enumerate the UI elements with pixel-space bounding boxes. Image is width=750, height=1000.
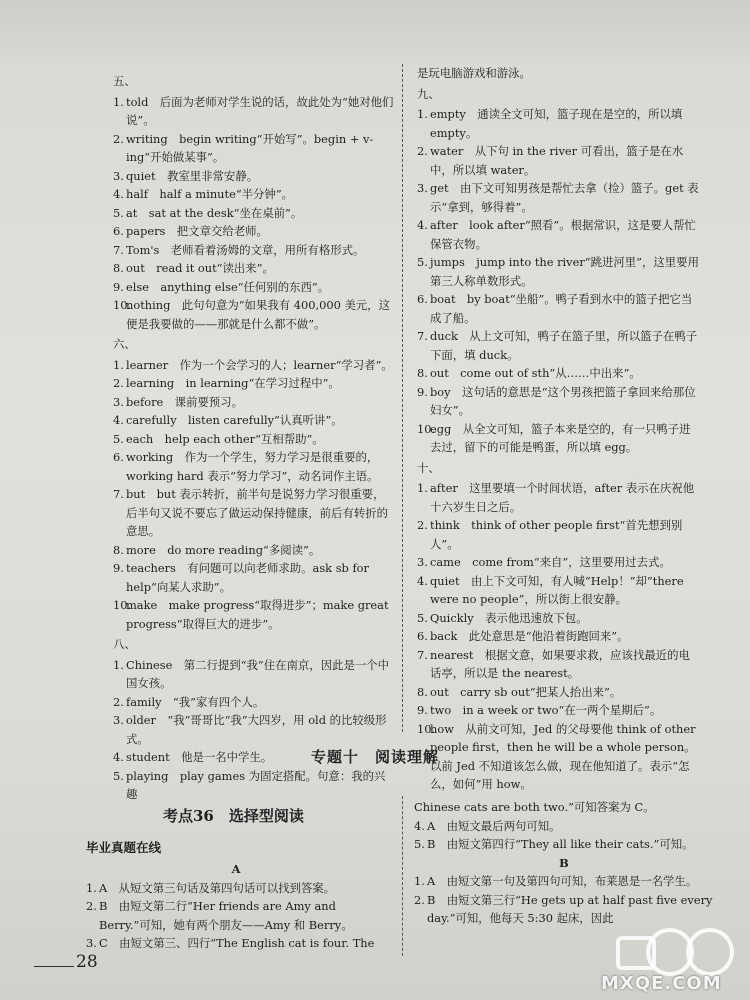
section-heading: 九、 [417, 86, 440, 101]
answer-text: B 由短文第二行“Her friends are Amy and Berry.”可知，她有两个朋友——Amy 和 Berry。 [99, 899, 353, 932]
answer-number: 3. [86, 936, 97, 950]
answer-text: else anything else“任何别的东西”。 [126, 279, 330, 294]
answer-number: 1. [113, 657, 124, 672]
continued-text: Chinese cats are both two.”可知答案为 C。 [414, 800, 655, 814]
answer-text: out read it out“读出来”。 [126, 261, 274, 275]
answer-number: 3. [417, 555, 428, 569]
answer-item [417, 383, 699, 420]
answer-number: 8. [113, 542, 124, 557]
answer-item [86, 897, 386, 934]
answer-item [113, 278, 395, 297]
answer-item [417, 646, 699, 683]
answer-item [417, 364, 699, 383]
answer-text: boy 这句话的意思是“这个男孩把篮子拿回来给那位妇女”。 [430, 384, 696, 417]
answer-number: 8. [113, 261, 124, 275]
answer-text: carefully listen carefully“认真听讲”。 [126, 413, 343, 427]
answer-number: 7. [113, 242, 124, 257]
answer-text: B 由短文第四行“They all like their cats.”可知。 [427, 837, 694, 851]
answer-number: 10. [113, 298, 132, 312]
answer-text: nothing 此句句意为“如果我有 400,000 美元，这便是我要做的——那就是什么都不做”。 [126, 298, 391, 331]
answer-item [113, 711, 395, 748]
answer-number: 5. [417, 255, 428, 269]
answer-text: after 这里要填一个时间状语，after 表示在庆祝他十六岁生日之后。 [430, 481, 695, 514]
column-divider-lower [402, 796, 403, 956]
answer-text: playing play games 为固定搭配。句意：我的兴趣 [126, 768, 386, 801]
section-heading: 五、 [113, 74, 136, 88]
answer-item [417, 516, 699, 553]
answer-text: A 从短文第三句话及第四句话可以找到答案。 [99, 880, 336, 895]
answer-item [113, 185, 395, 204]
answer-item [417, 179, 699, 216]
answer-number: 6. [417, 292, 428, 306]
answer-number: 9. [417, 703, 428, 717]
answer-text: quiet 教室里非常安静。 [126, 168, 259, 183]
answer-number: 4. [113, 413, 124, 427]
answer-item [113, 559, 395, 596]
answer-number: 5. [414, 837, 425, 851]
answer-item [417, 105, 699, 142]
answer-text: family “我”家有四个人。 [126, 694, 265, 709]
answer-text: quiet 由上下文可知，有人喊“Help！”却“there were no people”，所以街上很安静。 [430, 573, 684, 606]
answer-text: Tom's 老师看着汤姆的文章，用所有格形式。 [126, 242, 365, 257]
answer-item [113, 393, 395, 412]
answer-text: teachers 有问题可以向老师求助。ask sb for help“向某人求助”。 [126, 561, 369, 594]
answer-text: more do more reading“多阅读”。 [126, 542, 321, 557]
answer-text: egg 从全文可知，篮子本来是空的，有一只鸭子进去过，留下的可能是鸭蛋，所以填 egg。 [430, 421, 691, 454]
answer-number: 5. [113, 205, 124, 220]
answer-number: 3. [113, 168, 124, 183]
chapter-title: 专题十 阅读理解 [310, 748, 439, 766]
answer-item [113, 767, 395, 804]
answer-text: C 由短文第三、四行“The English cat is four. The [99, 936, 375, 950]
answer-column-lower-left [86, 860, 386, 953]
answer-number: 5. [113, 431, 124, 446]
answer-text: out carry sb out“把某人抬出来”。 [430, 684, 622, 699]
answer-text: water 从下句 in the river 可看出，篮子是在水中，所以填 water。 [430, 144, 684, 177]
answer-number: 3. [113, 394, 124, 409]
answer-text: learning in learning“在学习过程中”。 [126, 376, 340, 390]
answer-number: 2. [414, 892, 425, 907]
answer-text: before 课前要预习。 [126, 394, 244, 409]
answer-item [113, 93, 395, 130]
answer-text: how 从前文可知，Jed 的父母要他 think of other people first，then he will be a whole person。以前 Jed 不知道该怎么做，现在他知道了。表示“怎么，如何”用 how。 [430, 721, 696, 791]
answer-number: 6. [113, 224, 124, 238]
answer-text: nearest 根据文意，如果要求救，应该找最近的电话亭，所以是 the nearest。 [430, 647, 690, 680]
answer-number: 1. [414, 874, 425, 888]
answer-column-upper-right [417, 64, 699, 794]
answer-column-upper-left [113, 70, 395, 804]
answer-number: 5. [113, 768, 124, 783]
answer-item [414, 872, 714, 891]
answer-number: 1. [113, 94, 124, 109]
answer-number: 1. [113, 357, 124, 372]
answer-number: 1. [86, 880, 97, 895]
answer-item [417, 142, 699, 179]
answer-column-lower-right [414, 798, 714, 928]
answer-item [113, 130, 395, 167]
answer-item [86, 934, 386, 953]
answer-item [113, 541, 395, 560]
answer-text: each help each other“互相帮助”。 [126, 431, 324, 446]
answer-text: boat by boat“坐船”。鸭子看到水中的篮子把它当成了船。 [430, 292, 693, 325]
answer-text: B 由短文第三行“He gets up at half past five every day.”可知，他每天 5:30 起床，因此 [427, 892, 713, 925]
section-heading: 六、 [113, 337, 136, 351]
answer-text: get 由下文可知男孩是帮忙去拿（捡）篮子。get 表示“拿到，够得着”。 [430, 181, 699, 214]
answer-text: make make progress“取得进步”；make great progress“取得巨大的进步”。 [126, 598, 389, 631]
section-heading: 八、 [113, 637, 136, 651]
answer-text: half half a minute“半分钟”。 [126, 187, 294, 201]
answer-number: 1. [417, 107, 428, 121]
answer-item [417, 627, 699, 646]
answer-item [113, 485, 395, 541]
answer-number: 3. [113, 713, 124, 727]
answer-item [113, 222, 395, 241]
answer-item [417, 479, 699, 516]
answer-text: back 此处意思是“他沿着街跑回来”。 [430, 629, 629, 643]
answer-number: 7. [417, 329, 428, 343]
answer-text: jumps jump into the river“跳进河里”，这里要用第三人称单数形式。 [430, 255, 699, 288]
answer-text: empty 通读全文可知，篮子现在是空的，所以填 empty。 [430, 107, 683, 140]
answer-text: but but 表示转折，前半句是说努力学习很重要，后半句又说不要忘了做运动保持健康，前后有转折的意思。 [126, 487, 388, 538]
answer-item [113, 356, 395, 375]
answer-text: after look after“照看”。根据常识，这是要人帮忙保管衣物。 [430, 218, 696, 251]
answer-item [113, 296, 395, 333]
answer-number: 3. [417, 181, 428, 195]
answer-item [113, 448, 395, 485]
answer-item [417, 420, 699, 457]
passage-label: A [231, 862, 241, 876]
answer-text: older “我”哥哥比“我”大四岁，用 old 的比较级形式。 [126, 713, 387, 746]
answer-text: writing begin writing“开始写”。begin + v-ing“开始做某事”。 [126, 131, 374, 164]
page-number-rule [34, 966, 74, 967]
answer-text: Chinese 第二行提到“我”住在南京，因此是一个中国女孩。 [126, 657, 390, 690]
answer-number: 10. [417, 721, 436, 736]
page-top-shadow [0, 0, 750, 58]
passage-label: B [559, 855, 569, 870]
answer-item [113, 259, 395, 278]
answer-text: A 由短文第一句及第四句可知，布莱恩是一名学生。 [427, 874, 698, 888]
answer-number: 2. [113, 131, 124, 146]
answer-item [113, 656, 395, 693]
answer-text: came come from“来自”，这里要用过去式。 [430, 555, 671, 569]
answer-item [113, 596, 395, 633]
answer-item [417, 553, 699, 572]
answer-item [113, 374, 395, 393]
answer-text: two in a week or two“在一两个星期后”。 [430, 703, 662, 717]
answer-text: out come out of sth“从……中出来”。 [430, 366, 641, 380]
answer-number: 7. [113, 487, 124, 501]
answer-item [417, 253, 699, 290]
answer-item [113, 693, 395, 712]
answer-number: 4. [113, 750, 124, 764]
answer-number: 7. [417, 647, 428, 662]
answer-number: 10. [417, 421, 436, 436]
answer-number: 2. [113, 376, 124, 390]
topic-title: 考点36 选择型阅读 [163, 807, 304, 825]
column-divider-upper [402, 64, 403, 732]
answer-item [417, 216, 699, 253]
answer-text: learner 作为一个会学习的人；learner“学习者”。 [126, 357, 393, 372]
answer-item [417, 327, 699, 364]
answer-text: student 他是一名中学生。 [126, 750, 273, 764]
page-number: 28 [76, 952, 98, 972]
answer-item [417, 572, 699, 609]
answer-item [417, 290, 699, 327]
sub-heading: 毕业真题在线 [86, 840, 162, 855]
answer-number: 6. [417, 629, 428, 643]
answer-number: 4. [113, 187, 124, 201]
answer-number: 2. [417, 144, 428, 158]
answer-number: 9. [113, 561, 124, 575]
answer-item [113, 167, 395, 186]
answer-item [113, 241, 395, 260]
answer-item [414, 835, 714, 854]
answer-number: 2. [86, 899, 97, 913]
answer-item [417, 683, 699, 702]
answer-text: at sat at the desk“坐在桌前”。 [126, 205, 303, 220]
answer-number: 2. [113, 694, 124, 709]
answer-item [417, 609, 699, 628]
answer-number: 8. [417, 366, 428, 380]
answer-number: 4. [417, 573, 428, 588]
answer-item [113, 430, 395, 449]
answer-text: told 后面为老师对学生说的话，故此处为“她对他们说”。 [126, 94, 394, 127]
answer-text: think think of other people first“首先想到别人”。 [430, 518, 683, 551]
answer-number: 4. [417, 218, 428, 232]
answer-number: 5. [417, 610, 428, 625]
answer-text: papers 把文章交给老师。 [126, 224, 268, 238]
answer-item [113, 204, 395, 223]
answer-text: A 由短文最后两句可知。 [427, 818, 561, 833]
answer-number: 10. [113, 598, 132, 612]
answer-item [86, 879, 386, 898]
watermark-text: MXQE.COM [601, 973, 722, 994]
answer-item [414, 817, 714, 836]
continued-text: 是玩电脑游戏和游泳。 [417, 66, 531, 80]
answer-item [113, 411, 395, 430]
answer-number: 2. [417, 518, 428, 532]
answer-number: 6. [113, 450, 124, 464]
answer-item [417, 701, 699, 720]
answer-number: 4. [414, 818, 425, 833]
answer-number: 1. [417, 481, 428, 495]
section-heading: 十、 [417, 460, 440, 475]
answer-text: working 作为一个学生，努力学习是很重要的，working hard 表示“努力学习”，动名词作主语。 [126, 450, 379, 483]
answer-number: 8. [417, 684, 428, 699]
answer-text: Quickly 表示他迅速放下包。 [430, 610, 588, 625]
answer-number: 9. [113, 279, 124, 294]
answer-number: 9. [417, 384, 428, 399]
answer-text: duck 从上文可知，鸭子在篮子里，所以篮子在鸭子下面，填 duck。 [430, 329, 698, 362]
